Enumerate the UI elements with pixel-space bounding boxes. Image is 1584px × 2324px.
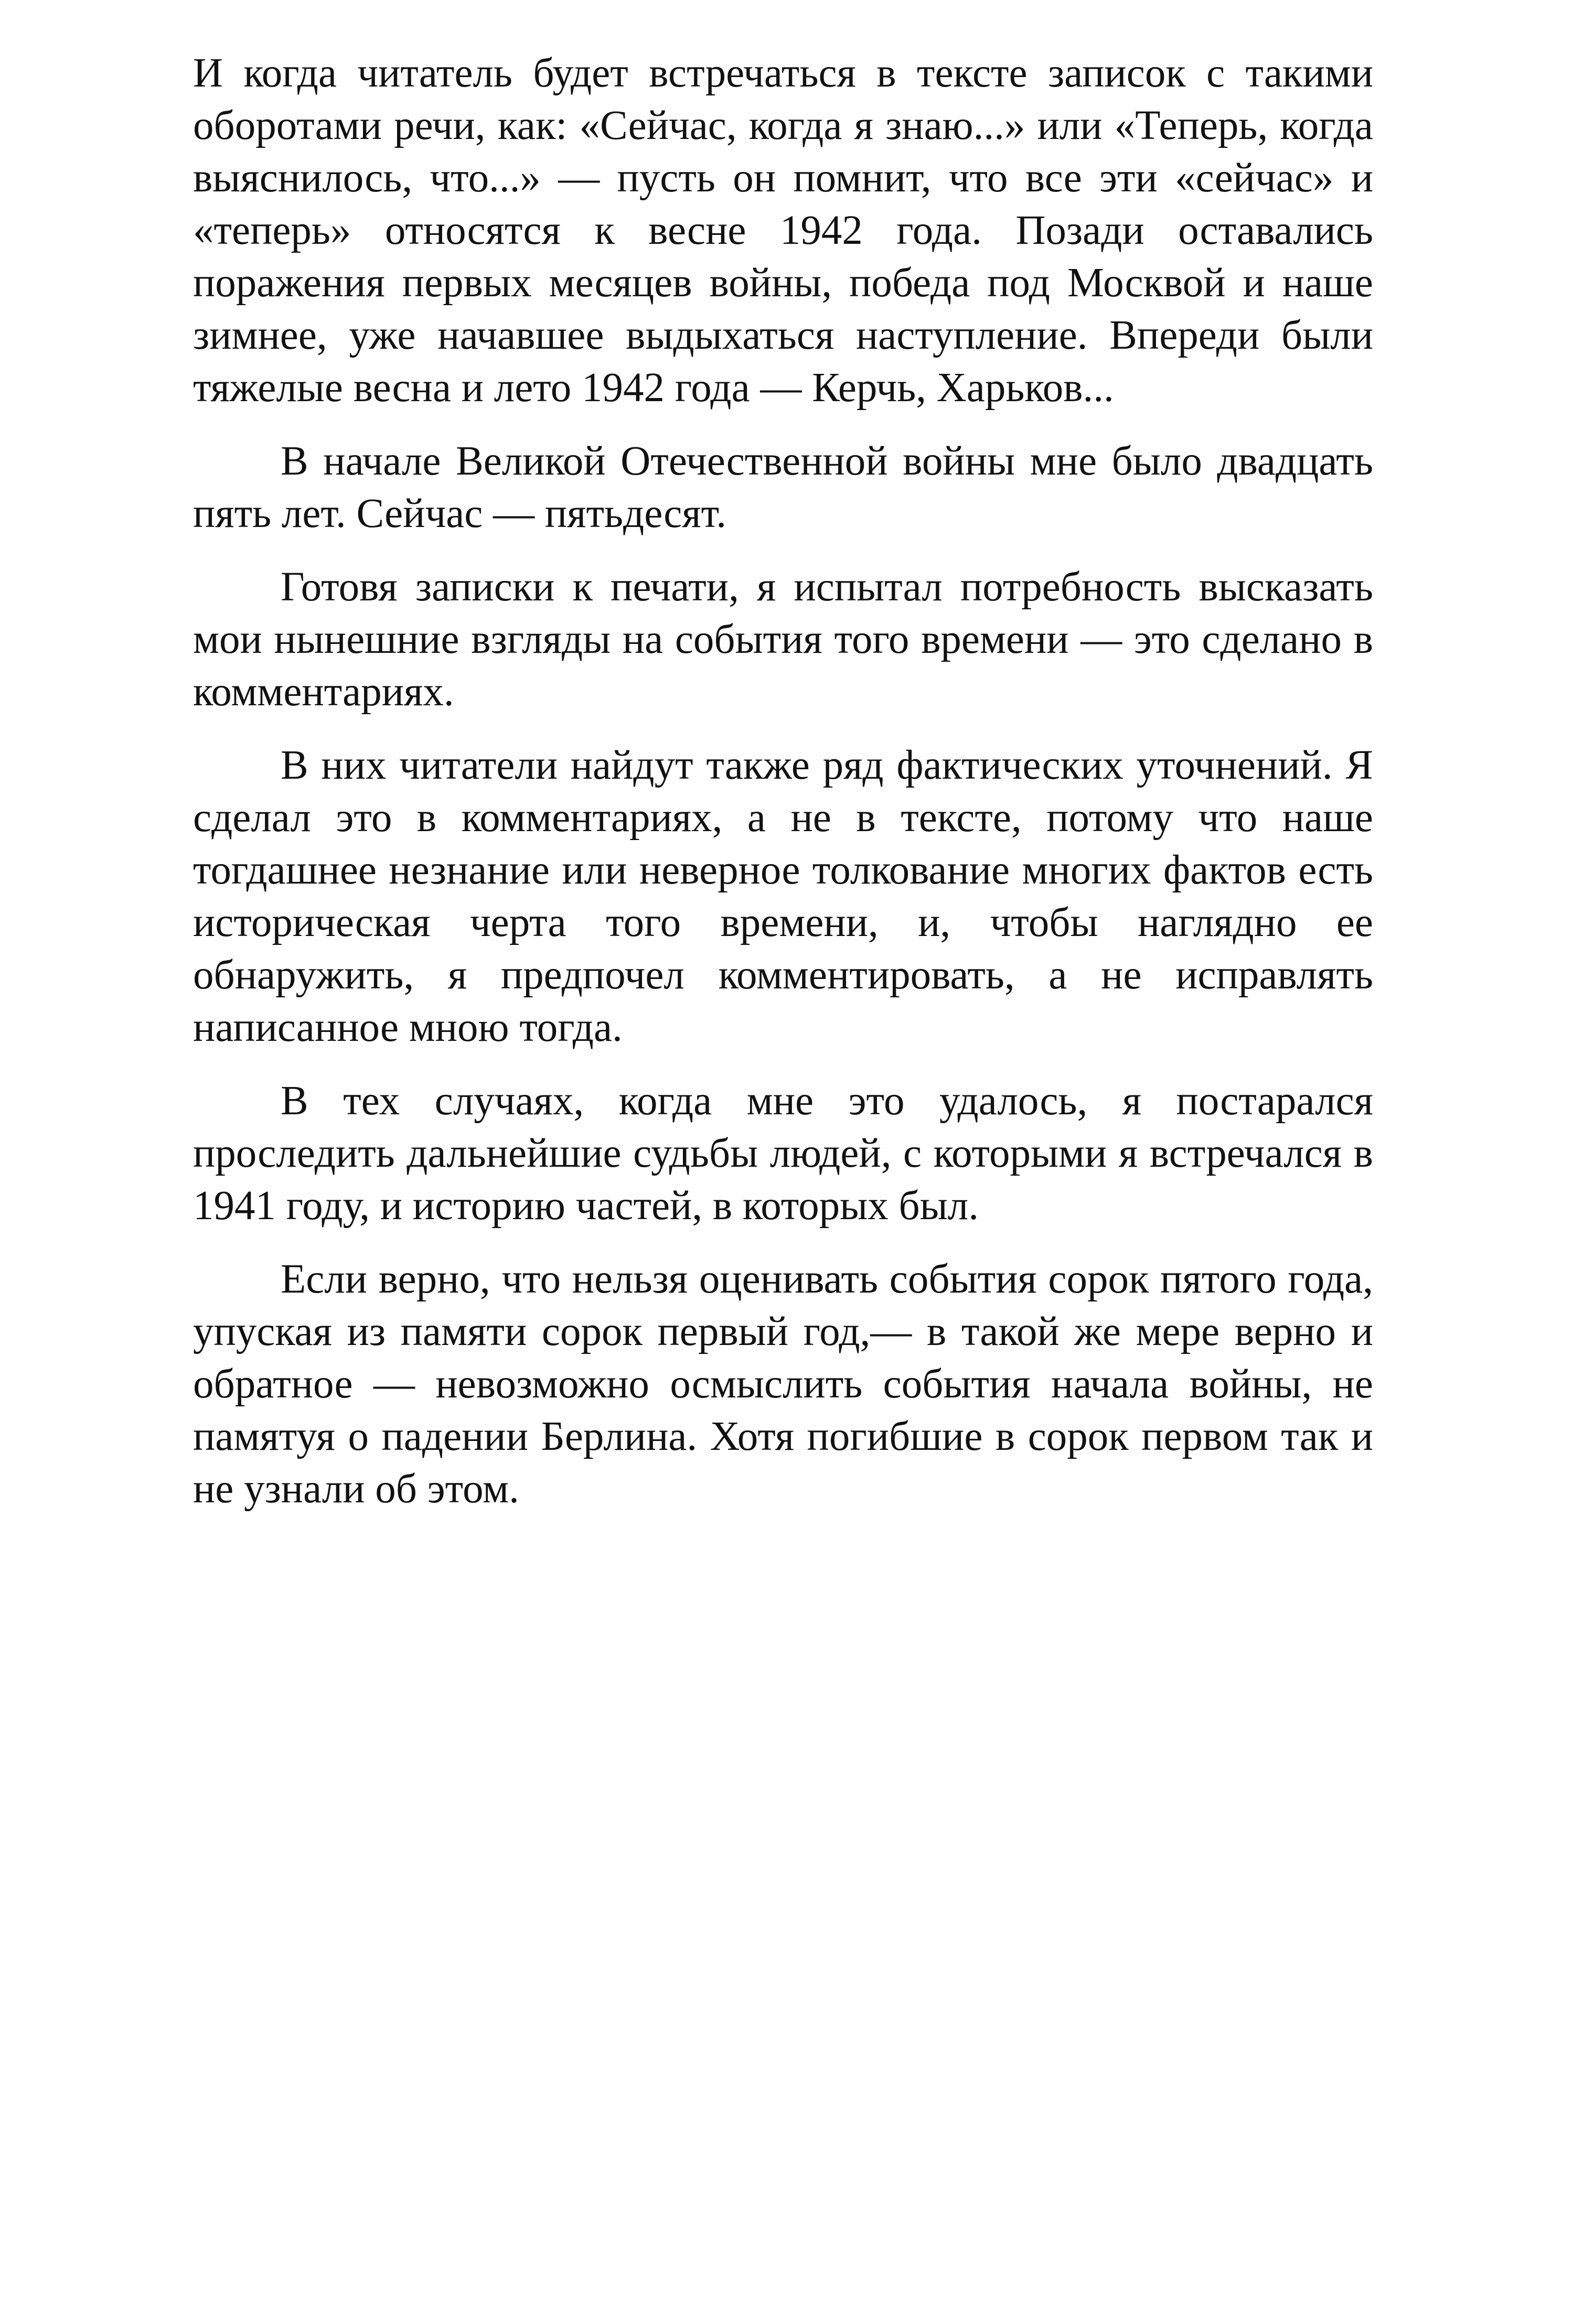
- paragraph-2: В начале Великой Отечественной войны мне было двадцать пять лет. Сейчас — пятьдесят.: [193, 438, 1373, 536]
- paragraph-1: И когда читатель будет встречаться в тексте записок с такими оборотами речи, как: «Сейчас, когда я знаю...» или «Теперь, когда выяснилось, что...» — пусть он помнит, что все эти «сейчас» и «теперь» относятся к весне 1942 года. Позади оставались поражения первых месяцев войны, победа под Москвой и наше зимнее, уже начавшее выдыхаться наступление. Впереди были тяжелые весна и лето 1942 года — Керчь, Харьков...: [193, 50, 1373, 411]
- page-text: [193, 47, 1373, 1536]
- paragraph-3: Готовя записки к печати, я испытал потребность высказать мои нынешние взгляды на события того времени — это сделано в комментариях.: [193, 564, 1373, 715]
- paragraph-4: В них читатели найдут также ряд фактических уточнений. Я сделал это в комментариях, а не в тексте, потому что наше тогдашнее незнание или неверное толкование многих фактов есть историческая черта того времени, и, чтобы наглядно ее обнаружить, я предпочел комментировать, а не исправлять написанное мною тогда.: [193, 743, 1373, 1050]
- paragraph-5: В тех случаях, когда мне это удалось, я постарался проследить дальнейшие судьбы людей, с которыми я встречался в 1941 году, и историю частей, в которых был.: [193, 1078, 1373, 1229]
- paragraph-6: Если верно, что нельзя оценивать события сорок пятого года, упуская из памяти сорок первый год,— в такой же мере верно и обратное — невозможно осмыслить события начала войны, не памятуя о падении Берлина. Хотя погибшие в сорок первом так и не узнали об этом.: [193, 1256, 1373, 1512]
